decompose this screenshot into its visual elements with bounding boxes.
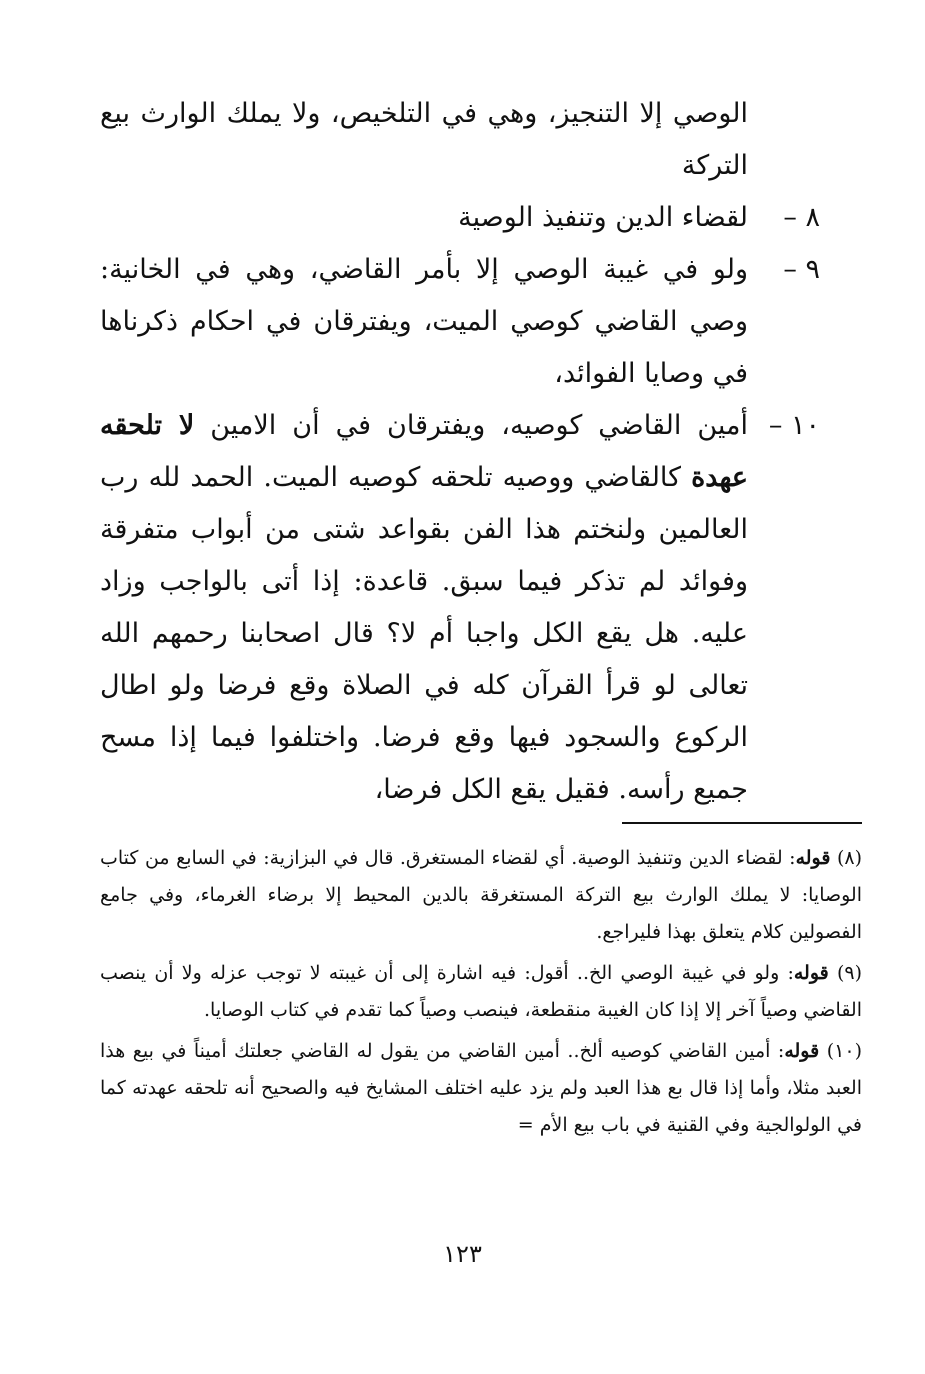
main-text bbox=[100, 88, 820, 816]
footnote-number: (٨) bbox=[836, 847, 862, 869]
list-item-10 bbox=[100, 400, 820, 816]
paragraph-continuation: الوصي إلا التنجيز، وهي في التلخيص، ولا يملك الوارث بيع التركة bbox=[100, 98, 748, 181]
item-text-start: أمين القاضي كوصيه، ويفترقان في أن الامين bbox=[194, 410, 748, 441]
footnote-9 bbox=[100, 955, 862, 1029]
footnote-text: : أمين القاضي كوصيه ألخ.. أمين القاضي من يقول له القاضي جعلتك أميناً في بيع هذا العبد مثلا، وأما إذا قال بع هذا العبد ولم يزد عليه اختلف المشايخ فيه والصحيح أنه تلحقه عهدته كما في الولوالجية وفي القنية في باب بيع الأم = bbox=[100, 1040, 862, 1136]
item-text: ولو في غيبة الوصي إلا بأمر القاضي، وهي في الخانية: وصي القاضي كوصي الميت، ويفترقان في احكام ذكرناها في وصايا الفوائد، bbox=[100, 254, 748, 389]
footnote-8 bbox=[100, 840, 862, 951]
footnote-label: قوله bbox=[793, 962, 829, 984]
item-number: ٨ – bbox=[783, 202, 820, 233]
item-text bbox=[100, 400, 748, 816]
footnote-text: : ولو في غيبة الوصي الخ.. أقول: فيه اشارة إلى أن غيبته لا توجب عزله ولا أن ينصب القاضي وصياً آخر إلا إذا كان الغيبة منقطعة، فينصب وصياً كما تقدم في كتاب الوصايا. bbox=[100, 962, 862, 1021]
footnote-separator bbox=[622, 822, 862, 824]
item-text: لقضاء الدين وتنفيذ الوصية bbox=[458, 202, 748, 233]
footnote-number: (١٠) bbox=[826, 1040, 862, 1062]
footnote-label: قوله bbox=[784, 1040, 820, 1062]
item-text-bold: لا تلحقه عهدة bbox=[100, 410, 748, 493]
footnote-number: (٩) bbox=[836, 962, 862, 984]
footnote-label: قوله bbox=[795, 847, 831, 869]
item-number: ١٠ – bbox=[768, 410, 820, 441]
item-text-rest: كالقاضي ووصيه تلحقه كوصيه الميت. الحمد لله رب العالمين ولنختم هذا الفن بقواعد شتى من أبواب متفرقة وفوائد لم تذكر فيما سبق. قاعدة: إذا أتى بالواجب وزاد عليه. هل يقع الكل واجبا أم لا؟ قال اصحابنا رحمهم الله تعالى لو قرأ القرآن كله في الصلاة وقع فرضا ولو اطال الركوع والسجود فيها وقع فرضا. واختلفوا فيما إذا مسح جميع رأسه. فقيل يقع الكل فرضا، bbox=[100, 462, 748, 805]
list-item-9 bbox=[100, 244, 820, 400]
list-item-8 bbox=[100, 192, 820, 244]
footnote-text: : لقضاء الدين وتنفيذ الوصية. أي لقضاء المستغرق. قال في البزازية: في السابع من كتاب الوصايا: لا يملك الوارث بيع التركة المستغرقة بالدين المحيط إلا برضاء الغرماء، وفي جامع الفصولين كلام يتعلق بهذا فليراجع. bbox=[100, 847, 862, 943]
footnotes bbox=[100, 840, 862, 1148]
item-number: ٩ – bbox=[783, 254, 820, 285]
footnote-10 bbox=[100, 1033, 862, 1144]
page-number: ١٢٣ bbox=[443, 1240, 482, 1268]
